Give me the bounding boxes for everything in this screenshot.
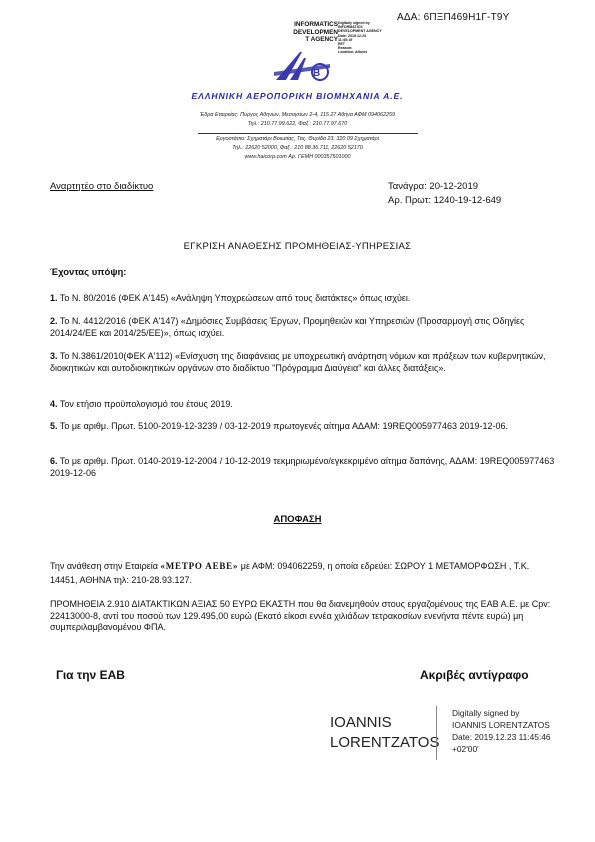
company-name: ΕΛΛΗΝΙΚΗ ΑΕΡΟΠΟΡΙΚΗ ΒΙΟΜΗΧΑΝΙΑ Α.Ε. <box>191 91 404 101</box>
list-item: 5. Το με αριθμ. Πρωτ. 5100-2019-12-3239 / 03-12-2019 πρωτογενές αίτημα ΑΔΑΜ: 19REQ005977463 2019-12-06. <box>50 421 509 431</box>
signer-name: IOANNIS LORENTZATOS <box>330 714 440 751</box>
website-gemi: www.haicorp.com Αρ. ΓΕΜΗ 000357501000 <box>244 154 351 160</box>
factory-phone: Τηλ.: 22620 52000, Φαξ.: 210 88.36.711, 22620 52170 <box>232 145 363 151</box>
list-item: 3. Το Ν.3861/2010(ΦΕΚ Α'112) «Ενίσχυση της διαφάνειας με υποχρεωτική ανάρτηση νόμων και πράξεων των κυβερνητικών, διοικητικών και αυτοδιοικητικών οργάνων στο διαδίκτυο "Πρόγραμμα Διαύγεια" και άλλες διατάξεις». <box>50 351 546 373</box>
posting-note: Αναρτητέο στο διαδίκτυο <box>50 181 154 192</box>
hq-phone: Τηλ.: 210.77.99.622, Φαξ.: 210.77.97.670 <box>247 121 348 127</box>
list-item: 4. Τον ετήσιο προϋπολογισμό του έτους 2019. <box>50 399 233 409</box>
signature-divider <box>436 706 437 760</box>
protocol-number: Αρ. Πρωτ: 1240-19-12-649 <box>388 195 502 206</box>
document-title: ΕΓΚΡΙΣΗ ΑΝΑΘΕΣΗΣ ΠΡΟΜΗΘΕΙΑΣ-ΥΠΗΡΕΣΙΑΣ <box>183 241 412 252</box>
list-item: 2. Το Ν. 4412/2016 (ΦΕΚ Α'147) «Δημόσιες Συμβάσεις Έργων, Προμηθειών και Υπηρεσιών (Προσαρμογή στις Οδηγίες 2014/24/ΕΕ και 2014/25/ΕΕ)», όπως ισχύει. <box>50 316 525 338</box>
list-item: 6. Το με αριθμ. Πρωτ. 0140-2019-12-2004 / 10-12-2019 τεκμηριωμένο/εγκεκριμένο αίτημα δαπάνης, ΑΔΑΜ: 19REQ005977463 2019-12-06 <box>50 456 555 478</box>
for-eab-label: Για την ΕΑΒ <box>56 668 125 682</box>
decision-heading: ΑΠΟΦΑΣΗ <box>273 514 322 525</box>
decision-text: Την ανάθεση στην Εταιρεία «ΜΕΤΡΟ ΑΕΒΕ» με ΑΦΜ: 094062259, η οποία εδρεύει: ΣΩΡΟΥ 1 ΜΕΤΑΜΟΡΦΩΣΗ , Τ.Κ. 14451, ΑΘΗΝΑ τηλ: 210-28.93.127. <box>50 561 530 585</box>
informatics-agency-stamp: INFORMATICS DEVELOPMEN T AGENCY <box>293 21 338 44</box>
supplier-name: «ΜΕΤΡΟ ΑΕΒΕ» <box>160 561 239 571</box>
place-date: Τανάγρα: 20-12-2019 <box>388 181 479 192</box>
list-item: 1. Το Ν. 80/2016 (ΦΕΚ Α'145) «Ανάληψη Υποχρεώσεων από τους διατάκτες» όπως ισχύει. <box>50 293 411 303</box>
digital-signature-details: Digitally signed by IOANNIS LORENTZATOS Date: 2019.12.23 11:45:46 +02'00' <box>452 708 551 754</box>
true-copy-label: Ακριβές αντίγραφο <box>420 668 529 682</box>
hq-address: Έδρα Εταιρείας: Πύργος Αθηνών, Μεσογείων 2-4, 115 27 Αθήνα ΑΦΜ 094062259 <box>200 112 395 118</box>
supply-description: ΠΡΟΜΗΘΕΙΑ 2.910 ΔΙΑΤΑΚΤΙΚΩΝ ΑΞΙΑΣ 50 ΕΥΡΩ ΕΚΑΣΤΗ που θα διανεμηθούν στους εργαζομένους της ΕΑΒ Α.Ε. με Cpv: 22413000-8, αντί του ποσού των 129.495,00 ευρώ (Εκατό είκοσι εννέα χιλιάδων τετρακοσίων ενενήντα πέντε ευρώ) μη συμπεριλαμβανομένου ΦΠΑ. <box>50 599 551 632</box>
eab-logo-icon <box>272 50 332 82</box>
factory-address: Εργοστάσιο: Σχηματάρι Βοιωτίας, Τας. Θυρίδα 23, 320 09 Σχηματάρι <box>216 136 379 142</box>
given-heading: Έχοντας υπόψη: <box>50 267 127 278</box>
header-divider <box>198 133 418 134</box>
svg-text:B: B <box>313 68 321 79</box>
ada-code: ΑΔΑ: 6ΠΞΠ469Η1Γ-Τ9Υ <box>397 12 510 23</box>
agency-signature-details: Digitally signed by INFORMATICS DEVELOPMENT AGENCY Date: 2019.12.23 11:45:19 EET Reason: Location: Athens <box>338 21 382 55</box>
